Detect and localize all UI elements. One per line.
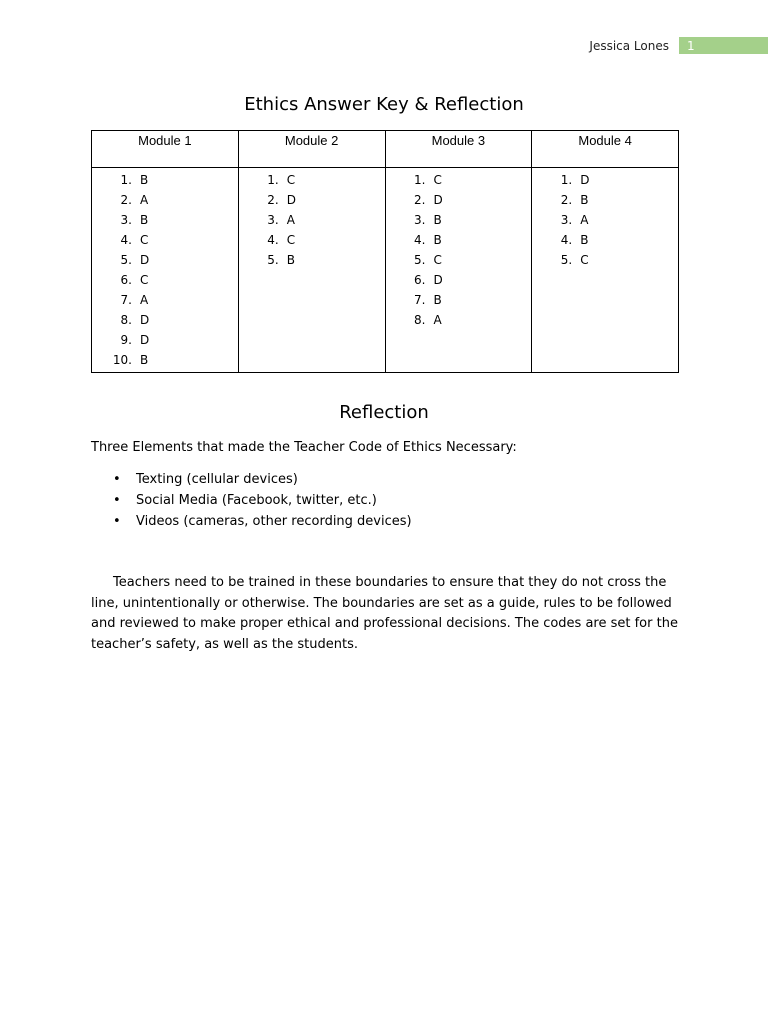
- answer-item: [239, 190, 385, 210]
- answer-number: 9.: [120, 333, 132, 347]
- bullet-text: Texting (cellular devices): [136, 472, 298, 487]
- answer-value: A: [433, 313, 442, 327]
- answer-number: 2.: [267, 193, 279, 207]
- answer-item: [92, 310, 238, 330]
- answer-item: [92, 290, 238, 310]
- answer-number: 1.: [267, 173, 279, 187]
- answer-item: [386, 270, 532, 290]
- list-item: [91, 490, 412, 511]
- module-3-answers-cell: [385, 168, 532, 373]
- reflection-intro: Three Elements that made the Teacher Code of Ethics Necessary:: [91, 440, 517, 455]
- answer-item: [92, 350, 238, 370]
- page-header: [0, 37, 768, 55]
- answer-number: 4.: [267, 233, 279, 247]
- answer-number: 8.: [414, 313, 426, 327]
- bullet-icon: •: [113, 514, 121, 529]
- answer-value: A: [580, 213, 589, 227]
- answer-item: [532, 190, 678, 210]
- module-4-answers-cell: [532, 168, 679, 373]
- answer-number: 3.: [120, 213, 132, 227]
- answer-number: 3.: [560, 213, 573, 227]
- answer-value: D: [140, 253, 150, 267]
- answer-value: A: [140, 193, 149, 207]
- answer-number: 2.: [120, 193, 132, 207]
- answer-value: D: [433, 193, 443, 207]
- module-1-heading: Module 1: [92, 131, 239, 168]
- answer-value: D: [140, 313, 150, 327]
- answer-value: D: [580, 173, 590, 187]
- reflection-heading: Reflection: [339, 402, 429, 423]
- answer-number: 2.: [560, 193, 573, 207]
- bullet-icon: •: [113, 472, 121, 487]
- page-number-bar: [678, 37, 768, 54]
- answer-item: [239, 230, 385, 250]
- header-author: Jessica Lones: [589, 39, 669, 53]
- answer-item: [386, 250, 532, 270]
- list-item: [91, 511, 412, 532]
- answer-item: [92, 190, 238, 210]
- module-4-answer-list: [532, 168, 678, 270]
- bullet-text: Videos (cameras, other recording devices): [136, 514, 412, 529]
- answer-value: D: [433, 273, 443, 287]
- answer-value: D: [140, 333, 150, 347]
- answer-value: C: [580, 253, 589, 267]
- answer-value: B: [286, 253, 295, 267]
- answer-item: [386, 290, 532, 310]
- answer-number: 1.: [120, 173, 132, 187]
- answer-value: B: [433, 233, 442, 247]
- document-title: Ethics Answer Key & Reflection: [244, 94, 524, 115]
- answer-number: 4.: [414, 233, 426, 247]
- answer-number: 4.: [560, 233, 573, 247]
- answer-item: [532, 210, 678, 230]
- bullet-icon: •: [113, 493, 121, 508]
- answer-number: 3.: [267, 213, 279, 227]
- answer-value: C: [433, 173, 442, 187]
- answer-number: 5.: [414, 253, 426, 267]
- answer-number: 2.: [414, 193, 426, 207]
- answer-number: 4.: [120, 233, 132, 247]
- answer-value: B: [580, 193, 589, 207]
- answer-number: 5.: [120, 253, 132, 267]
- answer-item: [92, 270, 238, 290]
- answer-item: [532, 250, 678, 270]
- bullet-text: Social Media (Facebook, twitter, etc.): [136, 493, 377, 508]
- answer-number: 7.: [120, 293, 132, 307]
- answer-value: B: [580, 233, 589, 247]
- answer-item: [92, 230, 238, 250]
- answer-value: C: [286, 173, 296, 187]
- answer-item: [386, 230, 532, 250]
- answer-value: D: [286, 193, 296, 207]
- answer-item: [92, 210, 238, 230]
- answer-number: 8.: [120, 313, 132, 327]
- answer-number: 1.: [560, 173, 573, 187]
- module-2-answers-cell: [238, 168, 385, 373]
- answer-value: B: [433, 213, 442, 227]
- module-2-answer-list: [239, 168, 385, 270]
- table-answers-row: [92, 168, 679, 373]
- module-4-heading: Module 4: [532, 131, 679, 168]
- answer-value: B: [140, 353, 149, 367]
- module-2-heading: Module 2: [238, 131, 385, 168]
- answer-number: 7.: [414, 293, 426, 307]
- answer-value: A: [140, 293, 149, 307]
- answer-item: [386, 170, 532, 190]
- answer-number: 5.: [267, 253, 279, 267]
- module-1-answer-list: [92, 168, 238, 370]
- table-header-row: [92, 131, 679, 168]
- answer-value: A: [286, 213, 295, 227]
- answer-value: C: [286, 233, 296, 247]
- elements-bullet-list: [91, 469, 412, 532]
- answer-number: 6.: [414, 273, 426, 287]
- answer-number: 1.: [414, 173, 426, 187]
- list-item: [91, 469, 412, 490]
- answer-item: [386, 190, 532, 210]
- module-1-answers-cell: [92, 168, 239, 373]
- answer-value: C: [140, 273, 149, 287]
- answer-number: 3.: [414, 213, 426, 227]
- answer-value: B: [140, 173, 149, 187]
- answer-number: 6.: [120, 273, 132, 287]
- answer-item: [239, 210, 385, 230]
- answer-value: B: [433, 293, 442, 307]
- reflection-paragraph: Teachers need to be trained in these boundaries to ensure that they do not cross the line, unintentionally or otherwise. The boundaries are set as a guide, rules to be followed and reviewed to make proper ethical and professional decisions. The codes are set for the teacher’s safety, as well as the students.: [91, 575, 678, 652]
- answer-item: [92, 330, 238, 350]
- answer-value: C: [140, 233, 149, 247]
- answer-value: C: [433, 253, 442, 267]
- answer-item: [532, 170, 678, 190]
- answer-value: B: [140, 213, 149, 227]
- answer-key-table: [91, 130, 679, 373]
- answer-item: [92, 170, 238, 190]
- page-number: 1: [687, 39, 695, 53]
- answer-item: [239, 170, 385, 190]
- answer-item: [92, 250, 238, 270]
- answer-number: 5.: [560, 253, 573, 267]
- answer-item: [532, 230, 678, 250]
- answer-item: [239, 250, 385, 270]
- module-3-answer-list: [386, 168, 532, 330]
- module-3-heading: Module 3: [385, 131, 532, 168]
- answer-item: [386, 210, 532, 230]
- answer-number: 10.: [112, 353, 132, 367]
- answer-item: [386, 310, 532, 330]
